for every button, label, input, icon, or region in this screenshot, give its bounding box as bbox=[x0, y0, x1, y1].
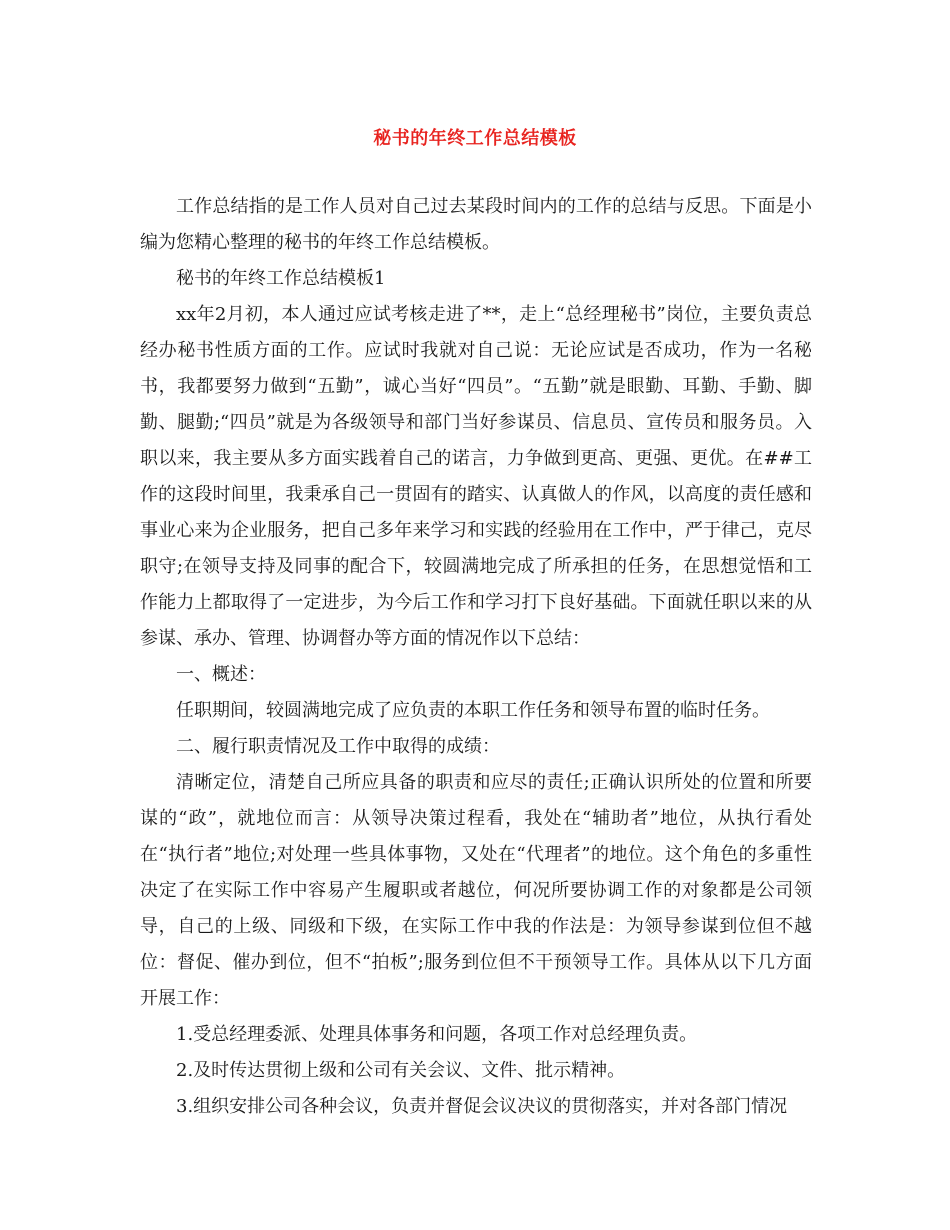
paragraph-intro: 工作总结指的是工作人员对自己过去某段时间内的工作的总结与反思。下面是小编为您精心整理的秘书的年终工作总结模板。 bbox=[140, 196, 812, 253]
paragraph-duties: 清晰定位，清楚自己所应具备的职责和应尽的责任;正确认识所处的位置和所要谋的“政”，就地位而言：从领导决策过程看，我处在“辅助者”地位，从执行看处在“执行者”地位;对处理一些具体事物，又处在“代理者”的地位。这个角色的多重性决定了在实际工作中容易产生履职或者越位，何况所要协调工作的对象都是公司领导，自己的上级、同级和下级，在实际工作中我的作法是：为领导参谋到位但不越位：督促、催办到位，但不“拍板”;服务到位但不干预领导工作。具体从以下几方面开展工作： bbox=[140, 772, 812, 1009]
list-item-1: 1.受总经理委派、处理具体事务和问题，各项工作对总经理负责。 bbox=[176, 1024, 698, 1045]
paragraph-main: xx年2月初，本人通过应试考核走进了**，走上“总经理秘书”岗位，主要负责总经办秘书性质方面的工作。应试时我就对自己说：无论应试是否成功，作为一名秘书，我都要努力做到“五勤”，诚心当好“四员”。“五勤”就是眼勤、耳勤、手勤、脚勤、腿勤;“四员”就是为各级领导和部门当好参谋员、信息员、宣传员和服务员。入职以来，我主要从多方面实践着自己的诺言，力争做到更高、更强、更优。在##工作的这段时间里，我秉承自己一贯固有的踏实、认真做人的作风，以高度的责任感和事业心来为企业服务，把自己多年来学习和实践的经验用在工作中，严于律己，克尽职守;在领导支持及同事的配合下，较圆满地完成了所承担的任务，在思想觉悟和工作能力上都取得了一定进步，为今后工作和学习打下良好基础。下面就任职以来的从参谋、承办、管理、协调督办等方面的情况作以下总结： bbox=[140, 304, 812, 649]
paragraph-overview: 任职期间，较圆满地完成了应负责的本职工作任务和领导布置的临时任务。 bbox=[176, 700, 770, 721]
heading-duties: 二、履行职责情况及工作中取得的成绩： bbox=[176, 736, 500, 757]
paragraph-subtitle: 秘书的年终工作总结模板1 bbox=[176, 268, 386, 289]
list-item-3: 3.组织安排公司各种会议，负责并督促会议决议的贯彻落实，并对各部门情况 bbox=[176, 1096, 788, 1117]
document-body bbox=[140, 189, 812, 1125]
list-item-2: 2.及时传达贯彻上级和公司有关会议、文件、批示精神。 bbox=[176, 1060, 626, 1081]
heading-overview: 一、概述： bbox=[176, 664, 266, 685]
document-title: 秘书的年终工作总结模板 bbox=[373, 128, 577, 149]
